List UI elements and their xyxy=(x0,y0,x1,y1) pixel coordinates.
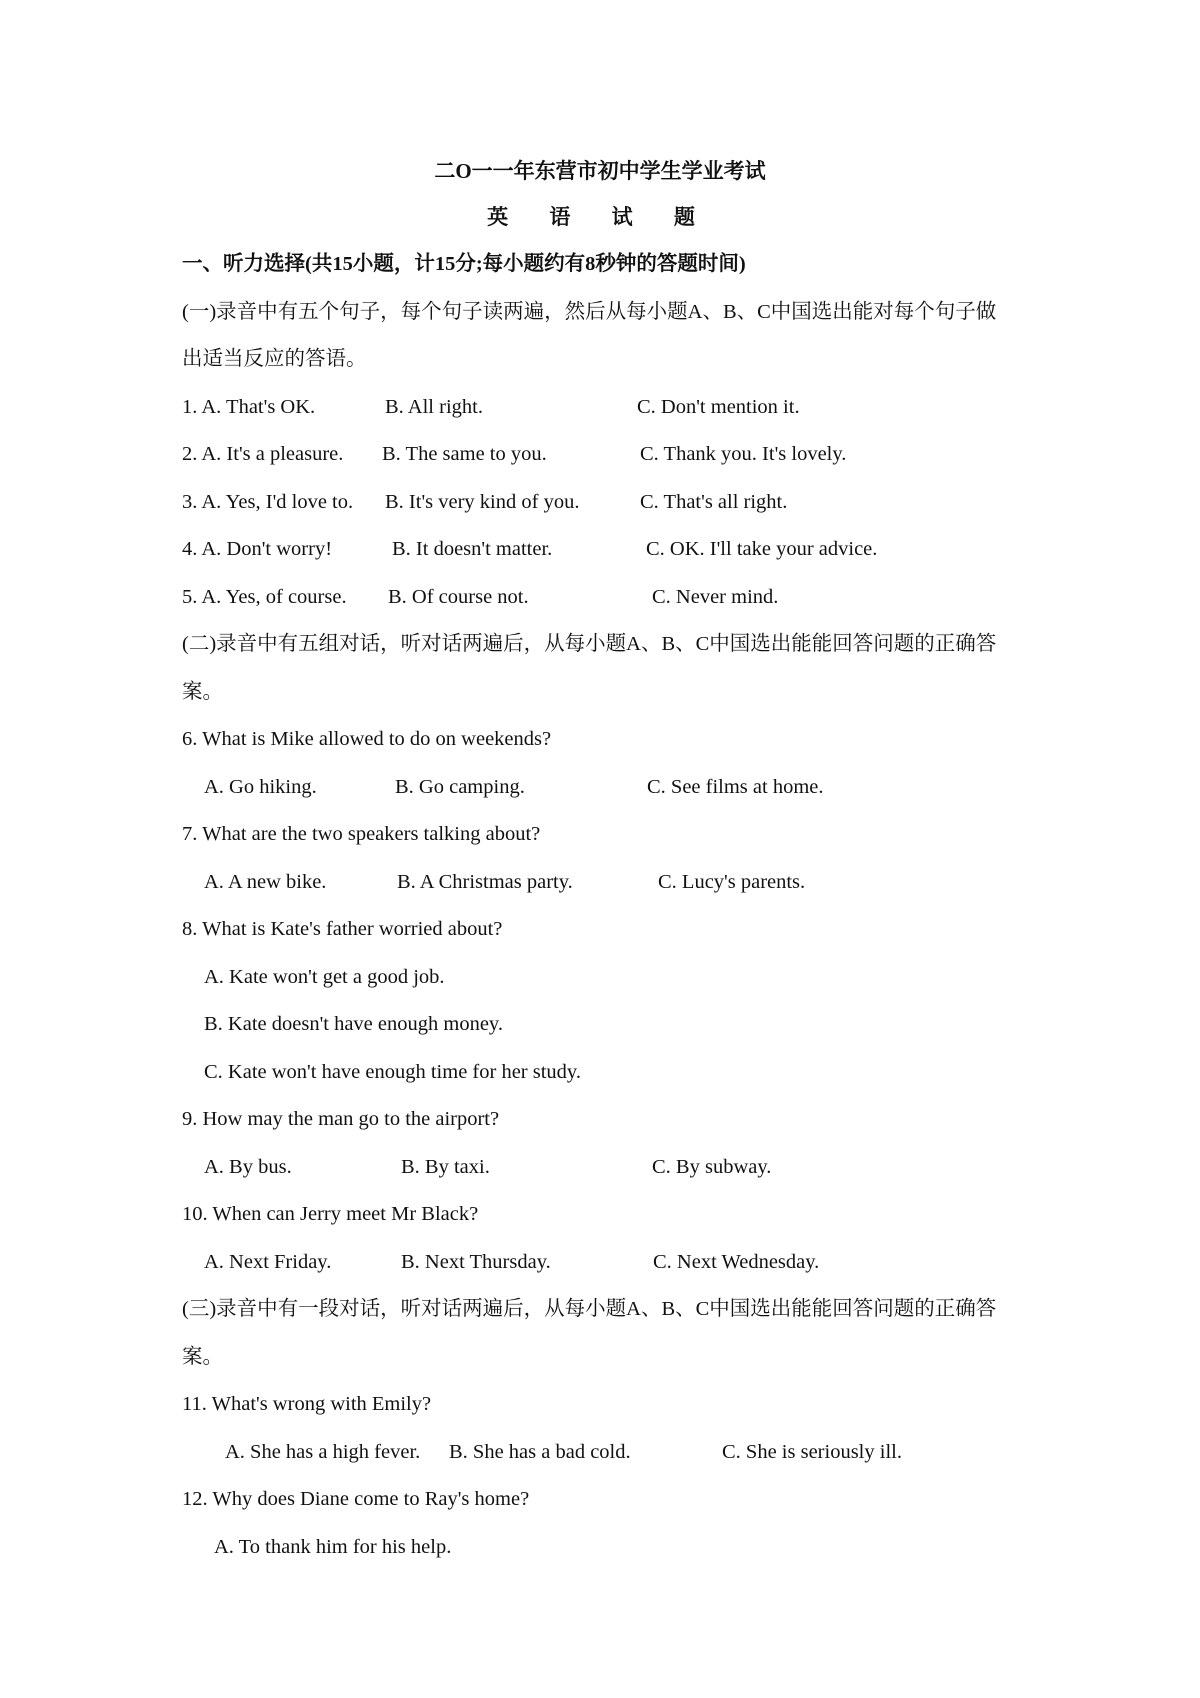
q4-option-a: 4. A. Don't worry! xyxy=(182,538,333,560)
q10-option-a: A. Next Friday. xyxy=(204,1251,332,1273)
q8-option-b: B. Kate doesn't have enough money. xyxy=(204,1013,503,1035)
part2-instruction-line1: (二)录音中有五组对话，听对话两遍后，从每小题A、B、C中国选出能能回答问题的正确答 xyxy=(182,633,997,655)
q11-option-b: B. She has a bad cold. xyxy=(449,1441,631,1463)
q10-stem: 10. When can Jerry meet Mr Black? xyxy=(182,1203,479,1225)
q5-option-b: B. Of course not. xyxy=(388,586,529,608)
q1-option-a: 1. A. That's OK. xyxy=(182,396,316,418)
q10-option-b: B. Next Thursday. xyxy=(401,1251,551,1273)
q8-option-a: A. Kate won't get a good job. xyxy=(204,966,445,988)
section-heading: 一、听力选择(共15小题，计15分;每小题约有8秒钟的答题时间) xyxy=(182,253,746,275)
part3-instruction-line2: 案。 xyxy=(182,1346,223,1368)
part1-instruction-line2: 出适当反应的答语。 xyxy=(182,348,367,370)
q2-option-a: 2. A. It's a pleasure. xyxy=(182,443,344,465)
exam-subtitle: 英 语 试 题 xyxy=(487,205,713,229)
q5-option-c: C. Never mind. xyxy=(652,586,779,608)
q9-option-a: A. By bus. xyxy=(204,1156,292,1178)
q12-stem: 12. Why does Diane come to Ray's home? xyxy=(182,1488,530,1510)
q1-option-c: C. Don't mention it. xyxy=(637,396,800,418)
q11-stem: 11. What's wrong with Emily? xyxy=(182,1393,432,1415)
q4-option-b: B. It doesn't matter. xyxy=(392,538,553,560)
q7-stem: 7. What are the two speakers talking about? xyxy=(182,823,541,845)
q10-option-c: C. Next Wednesday. xyxy=(653,1251,820,1273)
q2-option-c: C. Thank you. It's lovely. xyxy=(640,443,847,465)
q8-stem: 8. What is Kate's father worried about? xyxy=(182,918,503,940)
exam-title: 二O一一年东营市初中学生学业考试 xyxy=(434,159,766,183)
q8-option-c: C. Kate won't have enough time for her study. xyxy=(204,1061,581,1083)
q3-option-a: 3. A. Yes, I'd love to. xyxy=(182,491,354,513)
q3-option-b: B. It's very kind of you. xyxy=(385,491,580,513)
q6-option-c: C. See films at home. xyxy=(647,776,824,798)
q5-option-a: 5. A. Yes, of course. xyxy=(182,586,347,608)
q9-stem: 9. How may the man go to the airport? xyxy=(182,1108,500,1130)
q9-option-b: B. By taxi. xyxy=(401,1156,490,1178)
part1-instruction-line1: (一)录音中有五个句子，每个句子读两遍，然后从每小题A、B、C中国选出能对每个句子做 xyxy=(182,301,997,323)
q7-option-b: B. A Christmas party. xyxy=(397,871,573,893)
q12-option-a: A. To thank him for his help. xyxy=(214,1536,452,1558)
part2-instruction-line2: 案。 xyxy=(182,681,223,703)
q6-stem: 6. What is Mike allowed to do on weekends? xyxy=(182,728,552,750)
q3-option-c: C. That's all right. xyxy=(640,491,788,513)
part3-instruction-line1: (三)录音中有一段对话，听对话两遍后，从每小题A、B、C中国选出能能回答问题的正确答 xyxy=(182,1298,997,1320)
q6-option-a: A. Go hiking. xyxy=(204,776,317,798)
q7-option-a: A. A new bike. xyxy=(204,871,327,893)
q11-option-c: C. She is seriously ill. xyxy=(722,1441,902,1463)
q7-option-c: C. Lucy's parents. xyxy=(658,871,806,893)
q2-option-b: B. The same to you. xyxy=(382,443,547,465)
q4-option-c: C. OK. I'll take your advice. xyxy=(646,538,878,560)
q1-option-b: B. All right. xyxy=(385,396,483,418)
q6-option-b: B. Go camping. xyxy=(395,776,525,798)
q11-option-a: A. She has a high fever. xyxy=(225,1441,421,1463)
q9-option-c: C. By subway. xyxy=(652,1156,772,1178)
